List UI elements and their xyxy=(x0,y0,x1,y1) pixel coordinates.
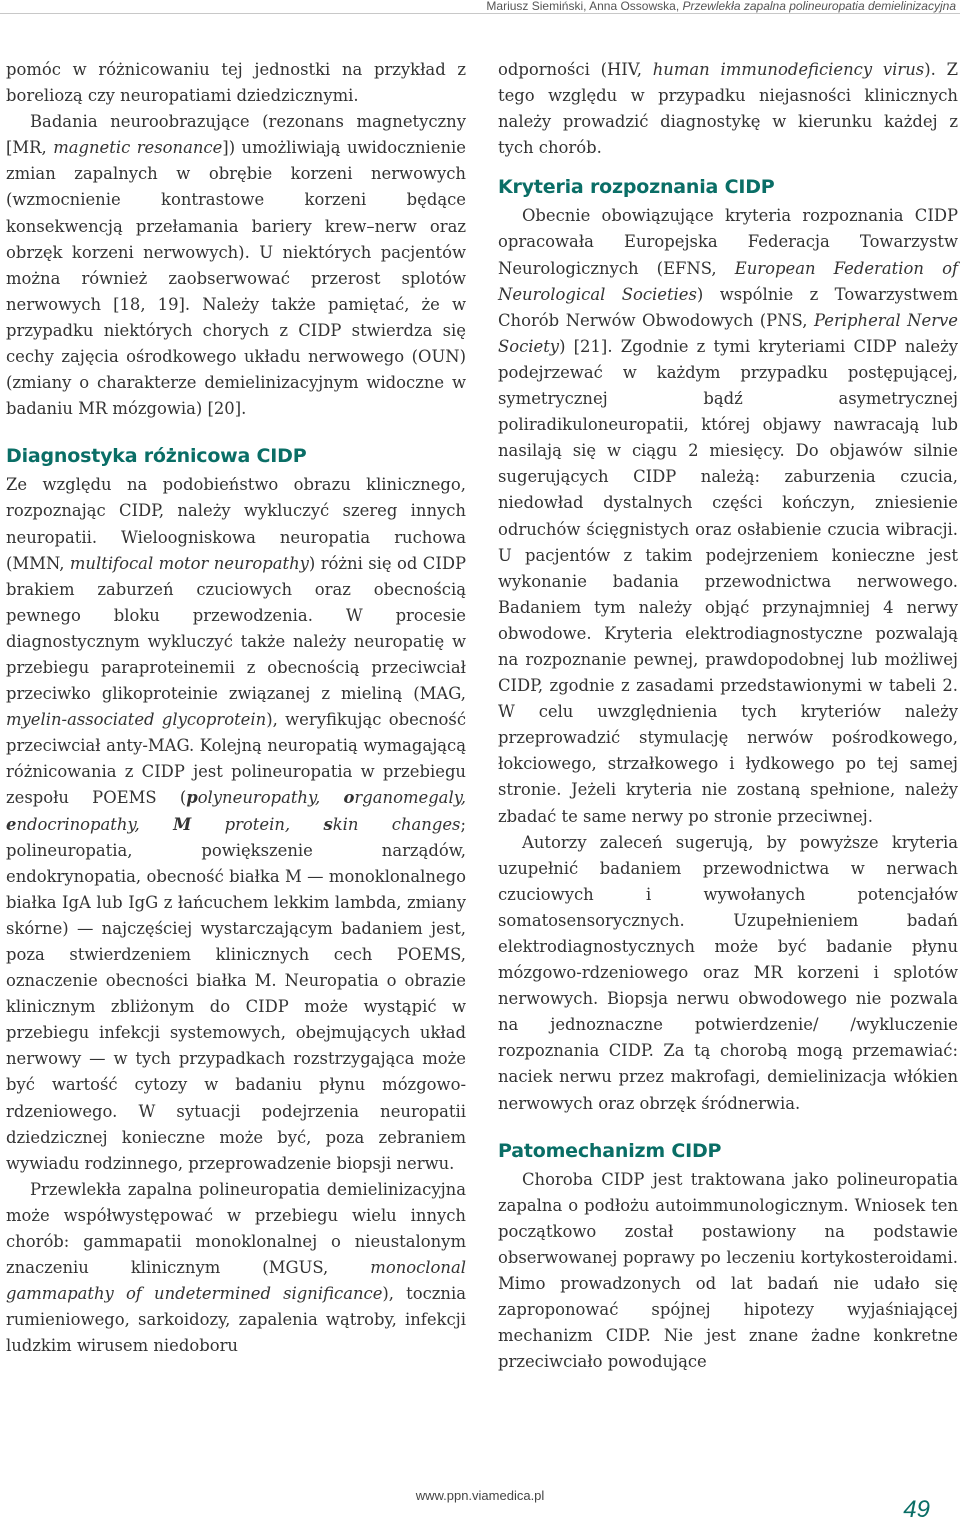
heading-diagnostic-criteria: Kryteria rozpoznania CIDP xyxy=(498,176,775,199)
page-number: 49 xyxy=(903,1496,930,1523)
left-paragraph-3 xyxy=(6,472,466,1177)
italic-run: ndocrinopathy, xyxy=(16,814,174,834)
text-run: Przewlekła zapalna polineuropatia demielinizacyjna może współwystępować w przebiegu wielu innych chorób: gammapatii monoklonalnej o nieustalonym znaczeniu klinicznym (MGUS, xyxy=(6,1179,466,1278)
italic-run: myelin-associated glycoprotein xyxy=(6,710,267,730)
header-title: Przewlekła zapalna polineuropatia demielinizacyjna xyxy=(682,0,956,13)
right-paragraph-4: Choroba CIDP jest traktowana jako polineuropatia zapalna o podłożu autoimmunologicznym. Wniosek ten początkowo został postawiony na podstawie obserwowanej poprawy po leczeniu kortykosteroidami. Mimo prowadzonych od lat badań nie udało się zaproponować spójnej hipotezy wyjaśniającej mechanizm CIDP. Nie jest znane żadne konkretne przeciwciało powodujące xyxy=(498,1169,958,1372)
bold-letter: M xyxy=(173,814,192,834)
text-run: ) różni się od CIDP brakiem zaburzeń czuciowych oraz obecnością pewnego bloku przewodzenia. W procesie diagnostycznym wykluczyć także należy neuropatię w przebiegu paraproteinemii z obecnością przeciwciał przeciwko glikoproteinie związanej z mieliną (MAG, xyxy=(6,553,466,704)
bold-letter: s xyxy=(323,814,333,834)
italic-run: kin changes xyxy=(332,814,461,834)
footer-url: www.ppn.viamedica.pl xyxy=(415,1488,545,1503)
italic-run: olyneuropathy, xyxy=(197,788,344,808)
text-run: ), tocznia rumieniowego, sarkoidozy, zapalenia wątroby, infekcji ludzkim wirusem niedoboru xyxy=(6,1284,467,1356)
right-paragraph-3: Autorzy zaleceń sugerują, by powyższe kryteria uzupełnić badaniem przewodnictwa w nerwach czuciowych i wywołanych potencjałów somatosensorycznych. Uzupełnieniem badań elektrodiagnostycznych może być badanie płynu mózgowo-rdzeniowego oraz MR korzeni i splotów nerwowych. Biopsja nerwu obwodowego nie pozwala na jednoznaczne potwierdzenie/ /wykluczenie rozpoznania CIDP. Za tą chorobą mogą przemawiać: naciek nerwu przez makrofagi, demielinizacja włókien nerwowych oraz obrzęk śródnerwia. xyxy=(498,832,958,1113)
text-run: ) wspólnie z Towarzystwem Chorób Nerwów Obwodowych (PNS, xyxy=(498,284,958,330)
text-run: ; polineuropatia, powiększenie narządów, endokrynopatia, obecność białka M — monoklonalnego białka IgA lub IgG z łańcuchem lekkim lambda, zmiany skórne) — najczęściej wystarczającym badaniem jest, poza stwierdzeniem klinicznych cech POEMS, oznaczenie obecności białka M. Neuropatia o obrazie klinicznym zbliżonym do CIDP może wystąpić w przebiegu infekcji systemowych, obejmujących układ nerwowy — w tych przypadkach rozstrzygająca może być wartość cytozy w badaniu płynu mózgowo-rdzeniowego. W sytuacji podejrzenia neuropatii dziedzicznej konieczne może być, poza zebraniem wywiadu rodzinnego, przeprowadzenie biopsji nerwu. xyxy=(6,814,466,1173)
left-column xyxy=(6,57,466,1360)
italic-run: magnetic resonance xyxy=(53,138,223,158)
italic-run: human immunodeficiency virus xyxy=(652,60,925,79)
text-run: ). Z tego względu w przypadku niejasności klinicznych należy prowadzić diagnostykę w kierunku każdej z tych chorób. xyxy=(498,60,958,158)
left-paragraph-4 xyxy=(6,1177,466,1360)
bold-letter: p xyxy=(186,788,198,808)
text-run: ) [21]. Zgodnie z tymi kryteriami CIDP należy podejrzewać w każdym przypadku postępującej, symetrycznej bądź asymetrycznej poliradikuloneuropatii, której objawy nawracają lub nasilają się w ciągu 2 miesięcy. Do objawów silnie sugerujących CIDP należą: zaburzenia czucia, niedowład dystalnych części kończyn, zniesienie odruchów ścięgnistych oraz osłabienie czucia wibracji. U pacjentów z takim podejrzeniem konieczne jest wykonanie badania przewodnictwa nerwowego. Badaniem tym należy objąć przynajmniej 4 nerwy obwodowe. Kryteria elektrodiagnostyczne pozwalają na rozpoznanie pewnej, prawdopodobnej lub możliwej CIDP, zgodnie z zasadami przedstawionymi w tabeli 2. W celu uwzględnienia tych kryteriów należy przeprowadzić stymulację nerwów pośrodkowego, łokciowego, strzałkowego i łydkowego po tej samej stronie. Jeżeli kryteria nie zostaną spełnione, należy zbadać te same nerwy po stronie przeciwnej. xyxy=(498,336,958,826)
header-authors: Mariusz Siemiński, Anna Ossowska, xyxy=(486,0,680,13)
text-run: Ze względu na podobieństwo obrazu klinicznego, rozpoznając CIDP, należy wykluczyć szereg innych neuropatii. Wieloogniskowa neuropatia ruchowa (MMN, xyxy=(6,475,466,573)
heading-pathomechanism: Patomechanizm CIDP xyxy=(498,1139,722,1162)
text-run: ]) umożliwiają uwidocznienie zmian zapalnych w obrębie korzeni nerwowych (wzmocnienie kontrastowe korzeni będące konsekwencją przełamania bariery krew–nerw oraz obrzęk korzeni nerwowych). U niektórych pacjentów można również zaobserwować przerost splotów nerwowych [18, 19]. Należy także pamiętać, że w przypadku niektórych chorych z CIDP stwierdza się cechy zajęcia ośrodkowego układu nerwowego (OUN) (zmiany o charakterze demielinizacyjnym widoczne w badaniu MR mózgowia) [20]. xyxy=(6,138,466,419)
text-run: Badania neuroobrazujące (rezonans magnetyczny [MR, xyxy=(6,112,466,158)
text-run: odporności (HIV, xyxy=(498,60,642,79)
italic-run: Peripheral Nerve Society xyxy=(498,310,958,356)
italic-run: rganomegaly, xyxy=(354,788,466,808)
right-column xyxy=(498,57,958,1375)
italic-run: monoclonal gammapathy of undetermined significance xyxy=(6,1258,466,1304)
right-paragraph-2 xyxy=(498,203,958,829)
left-paragraph-2 xyxy=(6,109,466,422)
italic-run: protein, xyxy=(191,814,324,834)
right-paragraph-1 xyxy=(498,57,958,161)
bold-letter: o xyxy=(343,788,355,808)
left-paragraph-1: pomóc w różnicowaniu tej jednostki na przykład z boreliozą czy neuropatiami dziedzicznymi. xyxy=(6,60,466,106)
bold-letter: e xyxy=(6,814,17,834)
text-run: Obecnie obowiązujące kryteria rozpoznania CIDP opracowała Europejska Federacja Towarzystw Neurologicznych (EFNS, xyxy=(498,206,958,278)
italic-run: multifocal motor neuropathy xyxy=(69,553,309,573)
running-header xyxy=(0,0,960,14)
heading-differential-diagnosis: Diagnostyka różnicowa CIDP xyxy=(6,445,307,468)
italic-run: European Federation of Neurological Societies xyxy=(498,258,959,304)
text-run: ), weryfikując obecność przeciwciał anty-MAG. Kolejną neuropatią wymagającą różnicowania z CIDP jest polineuropatia w przebiegu zespołu POEMS ( xyxy=(6,710,466,808)
